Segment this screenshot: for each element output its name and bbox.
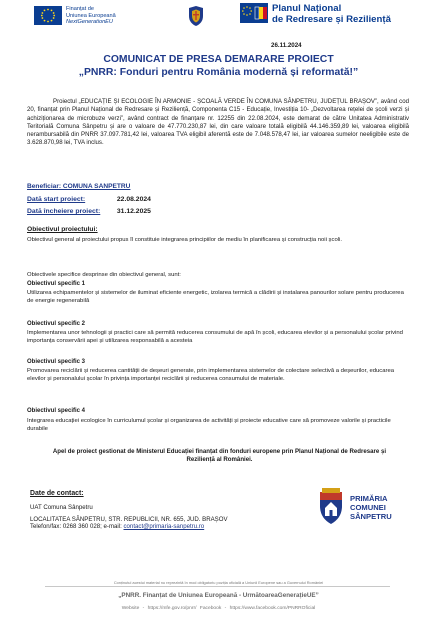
general-objective-text: Obiectivul general al proiectului propus îl constituie integrarea principiilor de mediu în planificarea și construcția noii școli. — [27, 237, 342, 243]
beneficiary-label: Beneficiar: COMUNA SANPETRU — [27, 183, 131, 190]
primaria-logo — [316, 488, 416, 554]
footer-slogan: „PNRR. Finanțat de Uniunea Europeană - UrmătoareaGenerațieUE” — [118, 592, 319, 599]
end-date-row — [27, 208, 151, 215]
specific-objective-title: Obiectivul specific 2 — [27, 321, 86, 327]
primaria-logo-line: PRIMĂRIA — [350, 494, 388, 503]
contact-heading: Date de contact: — [30, 490, 84, 497]
primaria-logo-text — [350, 494, 392, 521]
primaria-logo-line: SÂNPETRU — [350, 512, 392, 521]
eu-logo-line: Uniunea Europeană — [66, 12, 116, 19]
start-date-row — [27, 196, 151, 203]
eu-flag-icon — [34, 6, 62, 25]
pnrr-logo — [240, 3, 415, 35]
contact-phone-email — [30, 523, 204, 530]
eu-logo-line: Finanțat de — [66, 6, 94, 12]
page-title: COMUNICAT DE PRESA DEMARARE PROIECT — [103, 54, 334, 65]
pnrr-flag-icon — [240, 3, 268, 23]
start-date-value: 22.08.2024 — [116, 196, 151, 203]
specific-objective-text: Utilizarea echipamentelor și sistemelor de iluminat eficiente energetic, izolarea termică a clădirii și instalarea panourilor solare pentru producerea de energie regenerabilă — [27, 290, 404, 304]
contact-address: LOCALITATEA SÂNPETRU, STR. REPUBLICII, NR. 655, JUD. BRAȘOV — [30, 516, 228, 523]
eu-logo-line: NextGenerationEU — [66, 19, 113, 26]
pnrr-logo-line: Planul Național — [272, 3, 342, 14]
specific-objectives-intro: Obiectivele specifice desprinse din obiectivul general, sunt: — [27, 272, 181, 278]
contact-organization: UAT Comuna Sânpetru — [30, 504, 93, 511]
specific-objective-text: Promovarea reciclării și reducerea cantității de deșeuri generate, prin implementarea sistemelor de colectare selectivă a deșeurilor, educarea elevilor și personalului școlar în privința importanței reciclării și reducerea consumului de materiale. — [27, 368, 395, 382]
sanpetru-coat-of-arms-icon — [316, 488, 346, 526]
specific-objective-title: Obiectivul specific 4 — [27, 408, 86, 414]
contact-phone-fax: Telefon/fax: 0268 360 028; e-mail: — [30, 523, 124, 530]
project-intro-paragraph: Proiectul „EDUCAȚIE ȘI ECOLOGIE ÎN ARMONIE - ȘCOALĂ VERDE ÎN COMUNA SÂNPETRU, JUDEȚUL BRAȘOV”, având cod 20, finanțat prin Planul Național de Redresare și Reziliență, Componenta C15 - Educație, Investiția 10- „Dezvoltarea rețelei de școli verzi și achiziționarea de microbuze verzi”, având contract de finanțare nr. 12255 din 22.08.2024, este demarat de către Unitatea Administrativ Teritorială Comuna Sânpetru și are o valoare de 47.770.230,87 lei, din care valoare totală eligibilă 44.146.359,89 lei, valoarea eligibilă nerambursabilă din PNRR 37.097.781,42 lei, valoarea TVA eligibil aferentă este de 7.048.578,47 lei, iar valoarea sumelor neeligibile este de 3.628.870,98 lei, TVA inclus. — [27, 98, 409, 147]
pnrr-logo-text — [272, 3, 391, 25]
specific-objective-title: Obiectivul specific 3 — [27, 359, 86, 365]
funding-call-statement: Apel de proiect gestionat de Ministerul Educației finanțat din fonduri europene prin Planul Național de Redresare și Reziliență al României. — [52, 448, 387, 463]
footer-divider — [45, 586, 390, 587]
contact-email-link[interactable]: contact@primaria-sanpetru.ro — [123, 523, 205, 530]
eu-funding-logo — [34, 6, 176, 32]
end-date-value: 31.12.2025 — [116, 208, 151, 215]
pnrr-logo-line: de Redresare și Reziliență — [272, 14, 391, 25]
romanian-government-crest-icon — [187, 5, 205, 27]
release-date: 26.11.2024 — [271, 42, 302, 49]
specific-objective-text: Implementarea unor tehnologii și practici care să permită reducerea consumului de apă în școli, educarea elevilor și a personalului școlar privind importanța conservării apei și utilizarea responsabilă a acesteia — [27, 330, 403, 344]
start-date-label: Dată start proiect: — [27, 196, 86, 203]
specific-objective-title: Obiectivul specific 1 — [27, 281, 86, 287]
footer-disclaimer: Conținutul acestui material nu reprezintă în mod obligatoriu poziția oficială a Uniunii Europene sau a Guvernului României — [113, 580, 324, 585]
primaria-logo-line: COMUNEI — [350, 503, 386, 512]
page-subtitle: „PNRR: Fonduri pentru România modernă și reformată!” — [78, 67, 359, 78]
eu-logo-text — [66, 6, 116, 26]
specific-objective-text: Integrarea educației ecologice în curriculumul școlar și organizarea de activități și proiecte educative care să promoveze valorile și practicile durabile — [27, 418, 391, 432]
objectives-heading: Obiectivul proiectului: — [27, 226, 98, 233]
end-date-label: Dată încheiere proiect: — [27, 208, 101, 215]
footer-links: Website - https://mfe.gov.ro/pnrr/ Facebook - https://www.facebook.com/PNRROficial — [121, 606, 316, 611]
